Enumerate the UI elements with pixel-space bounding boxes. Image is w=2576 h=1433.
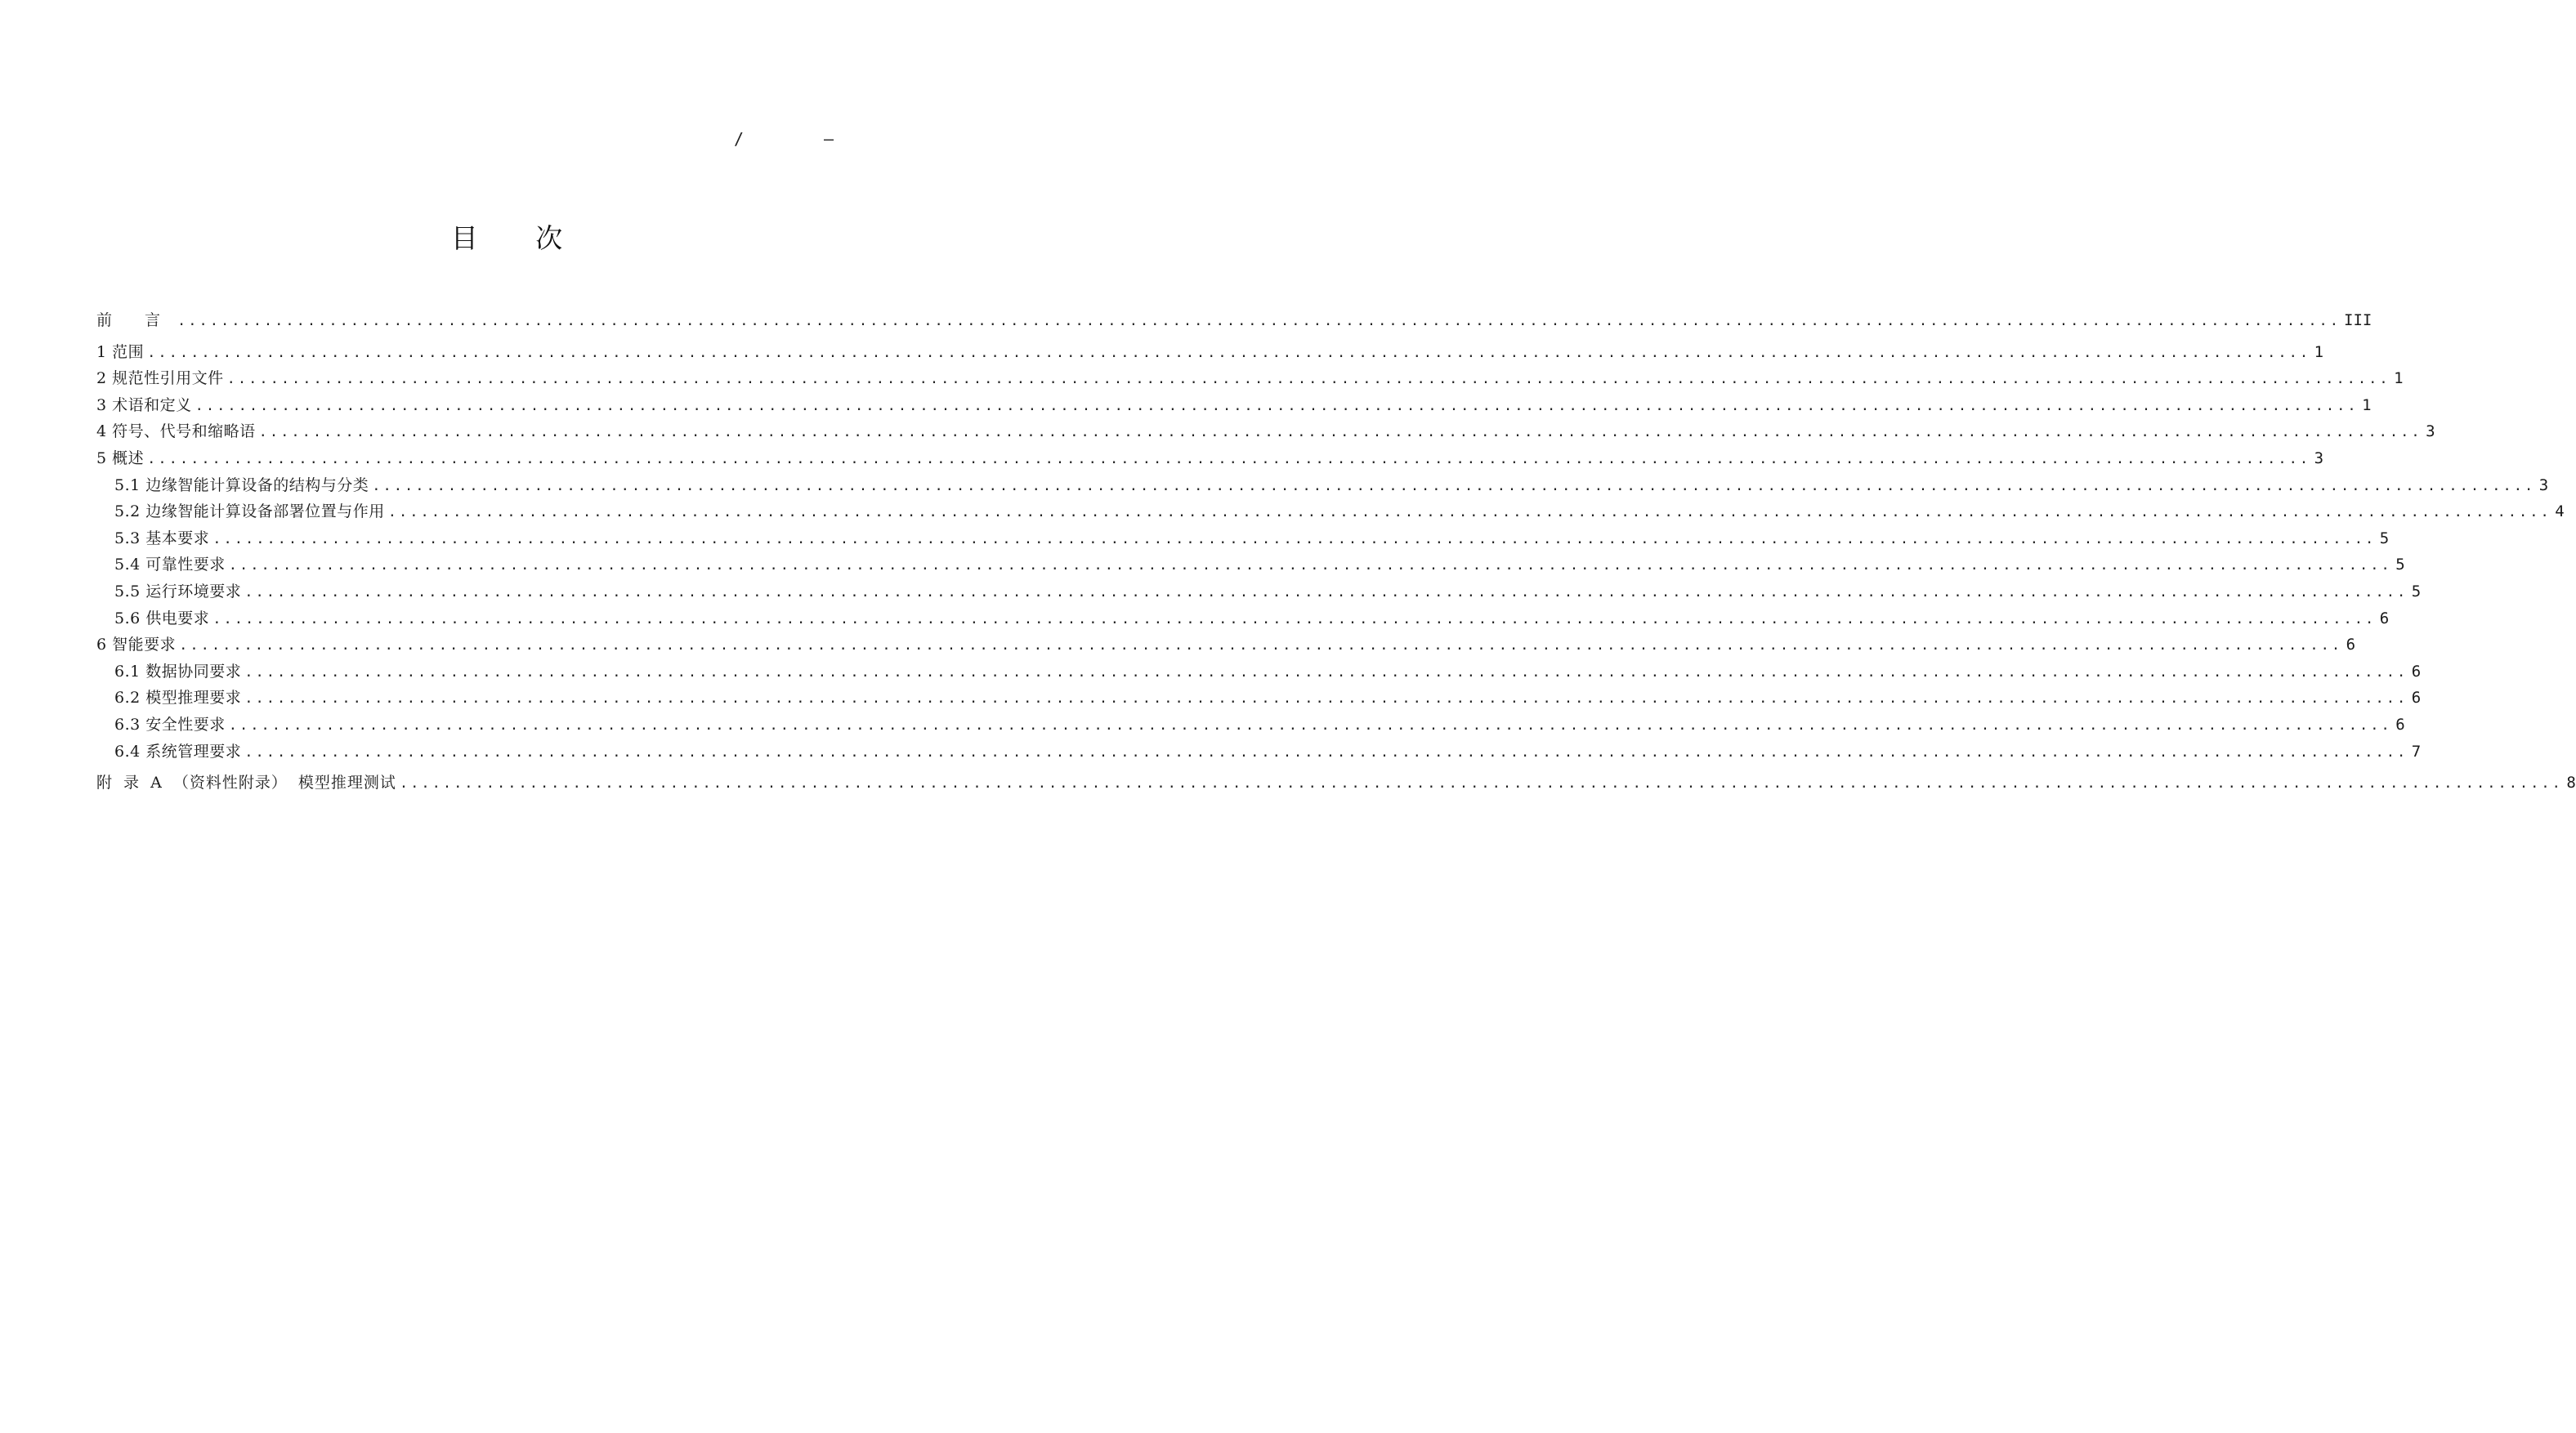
toc-entry-6-1[interactable] [96, 658, 2422, 685]
toc-entry-label: 2 规范性引用文件 [96, 369, 224, 388]
table-of-contents [96, 307, 2576, 797]
toc-page-number: 5 [2395, 556, 2405, 574]
toc-entry-label: 附 录 A （资料性附录） 模型推理测试 [96, 774, 396, 792]
toc-dot-leader: ........................................................................................................................................................................................................ [399, 775, 2563, 792]
header-dash: — [824, 129, 834, 149]
toc-dot-leader: ........................................................................................................................................................................................................ [195, 397, 2359, 414]
toc-entry-5-6[interactable] [96, 605, 2390, 632]
toc-page-number: 1 [2394, 369, 2404, 388]
toc-entry-1[interactable] [96, 339, 2324, 366]
toc-dot-leader: ........................................................................................................................................................................................................ [228, 557, 2392, 574]
toc-dot-leader: ........................................................................................................................................................................................................ [212, 610, 2377, 627]
toc-entry-label: 5.1 边缘智能计算设备的结构与分类 [114, 475, 369, 494]
toc-page-number: 5 [2379, 529, 2390, 547]
toc-entry-3[interactable] [96, 392, 2372, 419]
toc-entry-label: 6.2 模型推理要求 [114, 689, 242, 708]
toc-entry-label: 6.1 数据协同要求 [114, 662, 242, 681]
toc-entry-label: 6.3 安全性要求 [114, 715, 226, 734]
toc-dot-leader: ........................................................................................................................................................................................................ [177, 313, 2341, 329]
toc-page-number: 8 [2566, 774, 2576, 792]
toc-dot-leader: ........................................................................................................................................................................................................ [179, 637, 2343, 654]
toc-entry-4[interactable] [96, 418, 2435, 445]
toc-entry-appendix-a[interactable] [96, 770, 2576, 797]
toc-entry-label: 5.6 供电要求 [114, 609, 210, 627]
toc-dot-leader: ........................................................................................................................................................................................................ [372, 477, 2536, 494]
toc-page-number: 1 [2362, 395, 2372, 414]
toc-entry-label: 5.2 边缘智能计算设备部署位置与作用 [114, 502, 385, 521]
toc-page-number: 7 [2411, 742, 2422, 761]
toc-entry-label: 5 概述 [96, 449, 145, 467]
toc-dot-leader: ........................................................................................................................................................................................................ [387, 504, 2551, 521]
toc-entry-label: 1 范围 [96, 342, 145, 361]
toc-entry-label: 6 智能要求 [96, 636, 177, 654]
toc-dot-leader: ........................................................................................................................................................................................................ [147, 450, 2311, 467]
toc-entry-5-5[interactable] [96, 578, 2422, 605]
toc-entry-5[interactable] [96, 445, 2324, 472]
toc-page-number: 3 [2426, 422, 2435, 441]
toc-dot-leader: ........................................................................................................................................................................................................ [147, 344, 2311, 361]
toc-page-number: 1 [2314, 342, 2324, 361]
toc-entry-label: 5.4 可靠性要求 [114, 556, 226, 574]
toc-dot-leader: ........................................................................................................................................................................................................ [244, 743, 2408, 761]
header-slash: / [734, 129, 745, 149]
toc-entry-label: 6.4 系统管理要求 [114, 742, 242, 761]
toc-entry-5-1[interactable] [96, 472, 2549, 499]
toc-page-number: III [2344, 311, 2373, 329]
toc-entry-6[interactable] [96, 632, 2356, 658]
toc-page-number: 6 [2379, 609, 2390, 627]
toc-dot-leader: ........................................................................................................................................................................................................ [244, 663, 2408, 681]
toc-dot-leader: ........................................................................................................................................................................................................ [244, 583, 2408, 600]
toc-dot-leader: ........................................................................................................................................................................................................ [258, 424, 2422, 441]
toc-page-number: 6 [2346, 636, 2356, 654]
toc-entry-label: 5.3 基本要求 [114, 529, 210, 547]
toc-page-number: 5 [2411, 582, 2422, 600]
toc-page-number: 3 [2314, 449, 2324, 467]
toc-entry-label: 前 言 [96, 311, 175, 329]
toc-page-number: 6 [2411, 662, 2422, 681]
page-title: 目 次 [450, 222, 588, 254]
toc-entry-label: 5.5 运行环境要求 [114, 582, 242, 600]
toc-page-number: 6 [2395, 715, 2405, 734]
toc-entry-label: 3 术语和定义 [96, 395, 192, 414]
toc-entry-5-4[interactable] [96, 551, 2405, 578]
toc-entry-2[interactable] [96, 365, 2404, 392]
toc-dot-leader: ........................................................................................................................................................................................................ [226, 371, 2390, 388]
toc-entry-6-4[interactable] [96, 739, 2422, 766]
toc-page-number: 4 [2555, 502, 2565, 521]
toc-entry-6-3[interactable] [96, 712, 2405, 739]
toc-dot-leader: ........................................................................................................................................................................................................ [244, 690, 2408, 708]
toc-page-number: 3 [2538, 475, 2549, 494]
toc-entry-label: 4 符号、代号和缩略语 [96, 422, 256, 441]
toc-entry-6-2[interactable] [96, 685, 2422, 712]
toc-dot-leader: ........................................................................................................................................................................................................ [228, 716, 2392, 734]
toc-entry-foreword[interactable] [96, 307, 2373, 334]
toc-page-number: 6 [2411, 689, 2422, 708]
toc-dot-leader: ........................................................................................................................................................................................................ [212, 530, 2377, 547]
toc-entry-5-2[interactable] [96, 498, 2565, 525]
toc-entry-5-3[interactable] [96, 525, 2390, 552]
